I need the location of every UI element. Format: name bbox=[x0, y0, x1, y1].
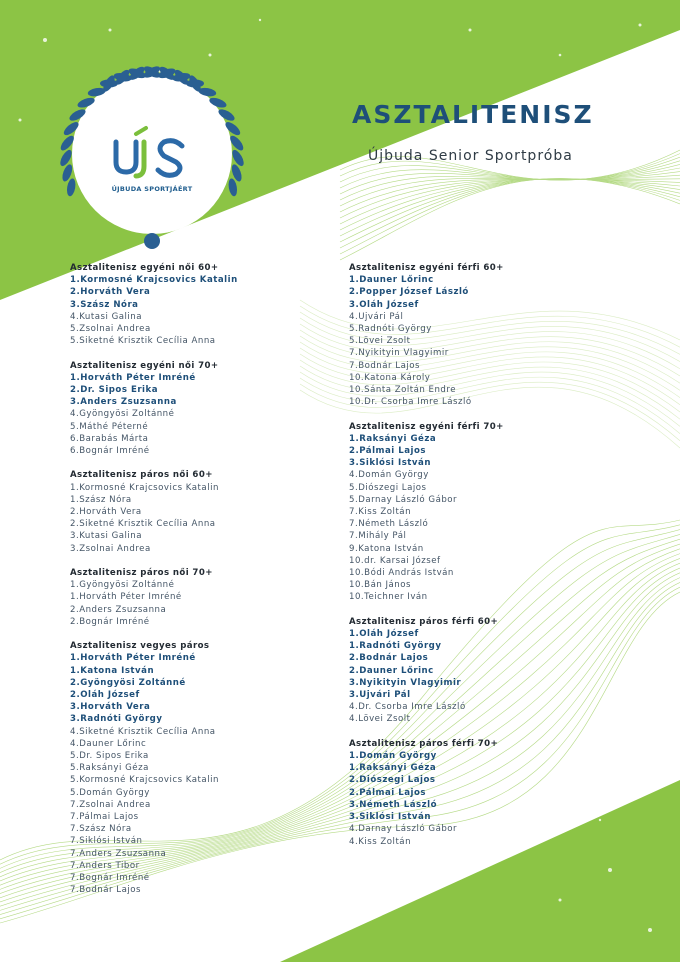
result-entry: 4.Dauner Lőrinc bbox=[70, 738, 147, 749]
result-entry: 5.Zsolnai Andrea bbox=[70, 324, 151, 335]
result-entry: 3.Kutasi Galina bbox=[70, 531, 142, 542]
result-section bbox=[70, 640, 340, 896]
result-entry: 7.Nyikityin Vlagyimir bbox=[349, 348, 449, 359]
result-entry: 10.Teichner Iván bbox=[349, 592, 428, 603]
result-entry: 4.Kiss Zoltán bbox=[349, 836, 412, 847]
podium-entry: 3.Szász Nóra bbox=[70, 299, 139, 310]
result-entry: 5.Kormosné Krajcsovics Katalin bbox=[70, 775, 219, 786]
result-entry: 7.Anders Zsuzsanna bbox=[70, 848, 167, 859]
result-entry: 10.dr. Karsai József bbox=[349, 555, 441, 566]
result-entry: 2.Siketné Krisztik Cecília Anna bbox=[70, 519, 216, 530]
podium-entry: 2.Diószegi Lajos bbox=[349, 775, 436, 786]
podium-entry: 3.Nyikityin Vlagyimir bbox=[349, 677, 462, 688]
result-entry: 6.Bognár Imréné bbox=[70, 446, 150, 457]
result-entry: 5.Diószegi Lajos bbox=[349, 482, 427, 493]
result-entry: 7.Siklósi István bbox=[70, 836, 143, 847]
podium-entry: 1.Oláh József bbox=[349, 629, 419, 640]
section-title: Asztalitenisz egyéni női 70+ bbox=[70, 360, 219, 371]
result-entry: 5.Raksányi Géza bbox=[70, 763, 149, 774]
result-entry: 6.Barabás Márta bbox=[70, 433, 149, 444]
result-section bbox=[70, 360, 340, 458]
podium-entry: 2.Horváth Vera bbox=[70, 287, 151, 298]
result-entry: 10.Katona Károly bbox=[349, 372, 431, 383]
podium-entry: 2.Bodnár Lajos bbox=[349, 653, 429, 664]
result-entry: 2.Bognár Imréné bbox=[70, 616, 150, 627]
section-title: Asztalitenisz vegyes páros bbox=[70, 641, 210, 652]
podium-entry: 2.Pálmai Lajos bbox=[349, 446, 426, 457]
result-section bbox=[70, 262, 340, 347]
result-entry: 7.Németh László bbox=[349, 519, 429, 530]
result-entry: 1.Kormosné Krajcsovics Katalin bbox=[70, 482, 219, 493]
page-title: ASZTALITENISZ bbox=[352, 100, 594, 129]
result-entry: 7.Szász Nóra bbox=[70, 824, 132, 835]
podium-entry: 1.Raksányi Géza bbox=[349, 763, 437, 774]
podium-entry: 3.Siklósi István bbox=[349, 812, 431, 823]
result-entry: 1.Gyöngyösi Zoltánné bbox=[70, 580, 175, 591]
podium-entry: 2.Gyöngyösi Zoltánné bbox=[70, 677, 186, 688]
result-entry: 5.Darnay László Gábor bbox=[349, 494, 458, 505]
laurel-wreath-icon bbox=[52, 58, 252, 258]
podium-entry: 1.Horváth Péter Imréné bbox=[70, 372, 196, 383]
result-entry: 4.Lövei Zsolt bbox=[349, 714, 411, 725]
podium-entry: 2.Dauner Lőrinc bbox=[349, 665, 434, 676]
results-left-column bbox=[70, 262, 340, 909]
podium-entry: 2.Popper József László bbox=[349, 287, 469, 298]
podium-entry: 1.Domán György bbox=[349, 751, 437, 762]
podium-entry: 1.Raksányi Géza bbox=[349, 433, 437, 444]
result-section bbox=[349, 738, 619, 848]
podium-entry: 3.Anders Zsuzsanna bbox=[70, 397, 177, 408]
result-entry: 4.Dr. Csorba Imre László bbox=[349, 702, 466, 713]
section-title: Asztalitenisz páros férfi 60+ bbox=[349, 616, 499, 627]
result-entry: 4.Kutasi Galina bbox=[70, 311, 142, 322]
result-entry: 10.Bódi András István bbox=[349, 568, 454, 579]
result-section bbox=[70, 469, 340, 554]
podium-entry: 3.Oláh József bbox=[349, 299, 419, 310]
result-entry: 7.Anders Tibor bbox=[70, 860, 140, 871]
result-entry: 2.Horváth Vera bbox=[70, 507, 142, 518]
result-entry: 9.Katona István bbox=[349, 543, 424, 554]
section-title: Asztalitenisz páros női 70+ bbox=[70, 568, 213, 579]
result-entry: 10.Dr. Csorba Imre László bbox=[349, 397, 472, 408]
result-entry: 4.Ujvári Pál bbox=[349, 311, 404, 322]
result-entry: 7.Pálmai Lajos bbox=[70, 812, 139, 823]
logo-text: ÚJBUDA SPORTJÁÉRT bbox=[111, 185, 193, 193]
result-entry: 5.Domán György bbox=[70, 787, 150, 798]
podium-entry: 3.Radnóti György bbox=[70, 714, 163, 725]
podium-entry: 1.Horváth Péter Imréné bbox=[70, 653, 196, 664]
section-title: Asztalitenisz egyéni férfi 70+ bbox=[349, 421, 504, 432]
result-entry: 4.Domán György bbox=[349, 470, 429, 481]
results-right-column bbox=[349, 262, 619, 860]
podium-entry: 3.Ujvári Pál bbox=[349, 690, 411, 701]
podium-entry: 1.Dauner Lőrinc bbox=[349, 275, 434, 286]
podium-entry: 3.Horváth Vera bbox=[70, 702, 151, 713]
result-section bbox=[349, 262, 619, 408]
result-entry: 7.Bodnár Lajos bbox=[349, 360, 420, 371]
result-entry: 5.Máthé Péterné bbox=[70, 421, 149, 432]
podium-entry: 1.Radnóti György bbox=[349, 641, 442, 652]
result-section bbox=[349, 616, 619, 726]
podium-entry: 1.Kormosné Krajcsovics Katalin bbox=[70, 275, 238, 286]
result-entry: 7.Zsolnai Andrea bbox=[70, 799, 151, 810]
podium-entry: 2.Pálmai Lajos bbox=[349, 787, 426, 798]
result-entry: 4.Gyöngyösi Zoltánné bbox=[70, 409, 175, 420]
result-section bbox=[70, 567, 340, 628]
result-entry: 7.Bognár Imréné bbox=[70, 873, 150, 884]
result-entry: 10.Bán János bbox=[349, 580, 411, 591]
podium-entry: 3.Siklósi István bbox=[349, 458, 431, 469]
result-entry: 10.Sánta Zoltán Endre bbox=[349, 385, 457, 396]
result-entry: 3.Zsolnai Andrea bbox=[70, 543, 151, 554]
podium-entry: 2.Oláh József bbox=[70, 690, 140, 701]
result-entry: 5.Dr. Sipos Erika bbox=[70, 751, 149, 762]
result-entry: 5.Lövei Zsolt bbox=[349, 336, 411, 347]
result-entry: 5.Radnóti György bbox=[349, 324, 432, 335]
podium-entry: 2.Dr. Sipos Erika bbox=[70, 385, 159, 396]
section-title: Asztalitenisz páros női 60+ bbox=[70, 470, 213, 481]
section-title: Asztalitenisz páros férfi 70+ bbox=[349, 738, 499, 749]
result-section bbox=[349, 421, 619, 604]
section-title: Asztalitenisz egyéni női 60+ bbox=[70, 263, 219, 273]
result-entry: 1.Szász Nóra bbox=[70, 494, 132, 505]
result-entry: 1.Horváth Péter Imréné bbox=[70, 592, 182, 603]
page-subtitle: Újbuda Senior Sportpróba bbox=[368, 148, 573, 164]
podium-entry: 3.Németh László bbox=[349, 799, 438, 810]
result-entry: 7.Mihály Pál bbox=[349, 531, 407, 542]
logo bbox=[52, 58, 252, 258]
podium-entry: 1.Katona István bbox=[70, 665, 155, 676]
result-entry: 4.Siketné Krisztik Cecília Anna bbox=[70, 726, 216, 737]
result-entry: 4.Darnay László Gábor bbox=[349, 824, 458, 835]
result-entry: 5.Siketné Krisztik Cecília Anna bbox=[70, 336, 216, 347]
result-entry: 7.Bodnár Lajos bbox=[70, 885, 141, 896]
section-title: Asztalitenisz egyéni férfi 60+ bbox=[349, 263, 504, 273]
result-entry: 2.Anders Zsuzsanna bbox=[70, 604, 167, 615]
result-entry: 7.Kiss Zoltán bbox=[349, 507, 412, 518]
